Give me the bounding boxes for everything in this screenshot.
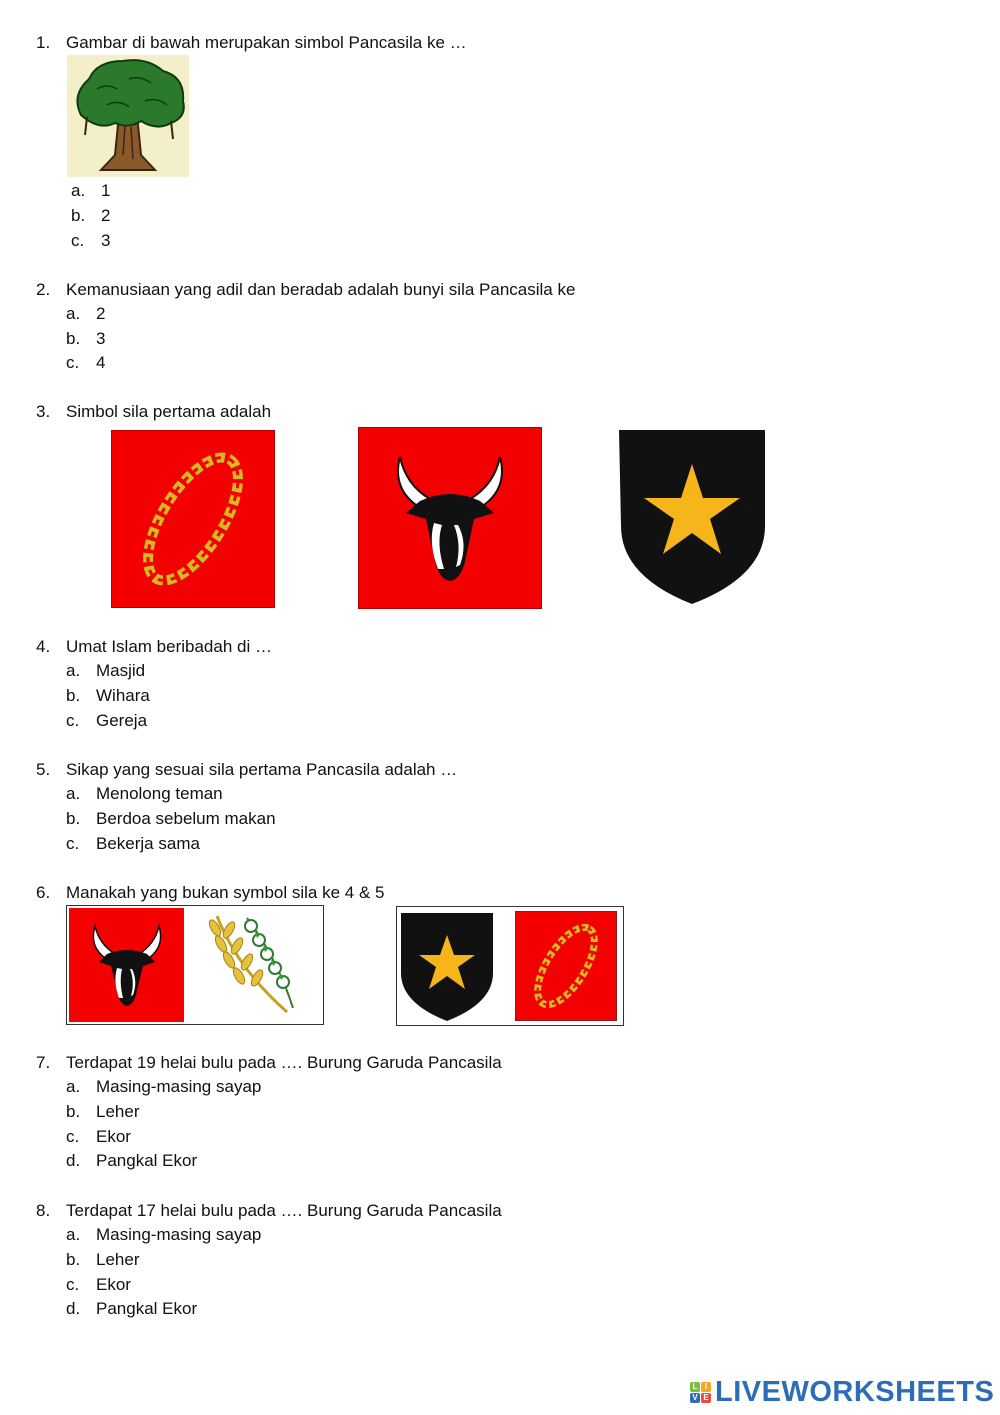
option-7b[interactable] bbox=[66, 1102, 139, 1122]
logo-cell: V bbox=[690, 1393, 700, 1403]
logo-cell: E bbox=[701, 1393, 711, 1403]
chain-icon bbox=[515, 911, 617, 1021]
choice-pair-b[interactable] bbox=[396, 906, 624, 1026]
option-5a[interactable] bbox=[66, 784, 223, 804]
rice-cotton-icon bbox=[197, 908, 321, 1022]
bull-head-icon[interactable] bbox=[358, 427, 542, 609]
choice-pair-a[interactable] bbox=[66, 905, 324, 1025]
question-number: 1. bbox=[36, 33, 51, 52]
option-letter: b. bbox=[66, 1102, 81, 1121]
option-8c[interactable] bbox=[66, 1275, 131, 1295]
question-2 bbox=[36, 280, 575, 300]
option-text: 3 bbox=[96, 329, 106, 348]
question-4 bbox=[36, 637, 272, 657]
bull-head-icon bbox=[69, 908, 184, 1022]
option-text: Berdoa sebelum makan bbox=[96, 809, 276, 828]
option-letter: c. bbox=[66, 353, 80, 372]
option-text: 3 bbox=[101, 231, 111, 250]
option-letter: b. bbox=[71, 206, 86, 225]
option-letter: a. bbox=[66, 661, 81, 680]
question-text: Kemanusiaan yang adil dan beradab adalah bunyi sila Pancasila ke bbox=[66, 280, 576, 299]
star-shield-icon bbox=[399, 909, 495, 1023]
option-text: Pangkal Ekor bbox=[96, 1151, 198, 1170]
question-5 bbox=[36, 760, 457, 780]
option-text: 2 bbox=[101, 206, 111, 225]
option-letter: c. bbox=[66, 1275, 80, 1294]
option-letter: a. bbox=[66, 1077, 81, 1096]
question-number: 7. bbox=[36, 1053, 51, 1072]
option-7d[interactable] bbox=[66, 1151, 197, 1171]
question-number: 4. bbox=[36, 637, 51, 656]
question-7 bbox=[36, 1053, 502, 1073]
option-1b[interactable] bbox=[71, 206, 110, 226]
banyan-tree-icon bbox=[67, 55, 189, 177]
chain-icon[interactable] bbox=[111, 430, 275, 608]
option-2c[interactable] bbox=[66, 353, 105, 373]
question-3 bbox=[36, 402, 271, 422]
option-letter: c. bbox=[66, 711, 80, 730]
option-7c[interactable] bbox=[66, 1127, 131, 1147]
option-7a[interactable] bbox=[66, 1077, 261, 1097]
option-text: Wihara bbox=[96, 686, 150, 705]
option-text: Bekerja sama bbox=[96, 834, 200, 853]
option-text: Masing-masing sayap bbox=[96, 1225, 262, 1244]
option-text: Masjid bbox=[96, 661, 146, 680]
option-1c[interactable] bbox=[71, 231, 110, 251]
option-8d[interactable] bbox=[66, 1299, 197, 1319]
question-number: 6. bbox=[36, 883, 51, 902]
option-text: Ekor bbox=[96, 1275, 131, 1294]
option-text: Leher bbox=[96, 1102, 140, 1121]
option-letter: d. bbox=[66, 1299, 81, 1318]
option-letter: c. bbox=[71, 231, 85, 250]
option-8a[interactable] bbox=[66, 1225, 261, 1245]
question-number: 5. bbox=[36, 760, 51, 779]
question-number: 8. bbox=[36, 1201, 51, 1220]
option-letter: b. bbox=[66, 686, 81, 705]
question-text: Umat Islam beribadah di … bbox=[66, 637, 272, 656]
option-5c[interactable] bbox=[66, 834, 200, 854]
option-letter: a. bbox=[66, 1225, 81, 1244]
option-4b[interactable] bbox=[66, 686, 150, 706]
question-text: Manakah yang bukan symbol sila ke 4 & 5 bbox=[66, 883, 385, 902]
option-text: Masing-masing sayap bbox=[96, 1077, 262, 1096]
logo-cell: I bbox=[701, 1382, 711, 1392]
option-letter: c. bbox=[66, 834, 80, 853]
option-text: Pangkal Ekor bbox=[96, 1299, 198, 1318]
option-2b[interactable] bbox=[66, 329, 105, 349]
option-5b[interactable] bbox=[66, 809, 276, 829]
option-text: 1 bbox=[101, 181, 111, 200]
logo-mark-icon bbox=[690, 1382, 711, 1403]
option-1a[interactable] bbox=[71, 181, 110, 201]
option-letter: a. bbox=[66, 784, 81, 803]
question-text: Simbol sila pertama adalah bbox=[66, 402, 272, 421]
star-shield-icon[interactable] bbox=[617, 426, 769, 606]
question-number: 2. bbox=[36, 280, 51, 299]
question-8 bbox=[36, 1201, 502, 1221]
logo-cell: L bbox=[690, 1382, 700, 1392]
option-4a[interactable] bbox=[66, 661, 145, 681]
question-1 bbox=[36, 33, 467, 53]
option-text: Leher bbox=[96, 1250, 140, 1269]
option-4c[interactable] bbox=[66, 711, 147, 731]
option-letter: c. bbox=[66, 1127, 80, 1146]
question-text: Gambar di bawah merupakan simbol Pancasila ke … bbox=[66, 33, 467, 52]
question-text: Sikap yang sesuai sila pertama Pancasila adalah … bbox=[66, 760, 458, 779]
question-text: Terdapat 19 helai bulu pada …. Burung Garuda Pancasila bbox=[66, 1053, 502, 1072]
option-8b[interactable] bbox=[66, 1250, 139, 1270]
option-text: 2 bbox=[96, 304, 106, 323]
option-text: Ekor bbox=[96, 1127, 131, 1146]
option-text: Gereja bbox=[96, 711, 148, 730]
option-letter: b. bbox=[66, 1250, 81, 1269]
option-2a[interactable] bbox=[66, 304, 105, 324]
logo-text: LIVEWORKSHEETS bbox=[715, 1375, 995, 1408]
option-letter: a. bbox=[66, 304, 81, 323]
option-letter: d. bbox=[66, 1151, 81, 1170]
question-text: Terdapat 17 helai bulu pada …. Burung Garuda Pancasila bbox=[66, 1201, 502, 1220]
liveworksheets-logo[interactable] bbox=[690, 1374, 994, 1410]
option-letter: b. bbox=[66, 809, 81, 828]
question-number: 3. bbox=[36, 402, 51, 421]
question-6 bbox=[36, 883, 384, 903]
option-text: Menolong teman bbox=[96, 784, 223, 803]
option-letter: a. bbox=[71, 181, 86, 200]
option-text: 4 bbox=[96, 353, 106, 372]
option-letter: b. bbox=[66, 329, 81, 348]
